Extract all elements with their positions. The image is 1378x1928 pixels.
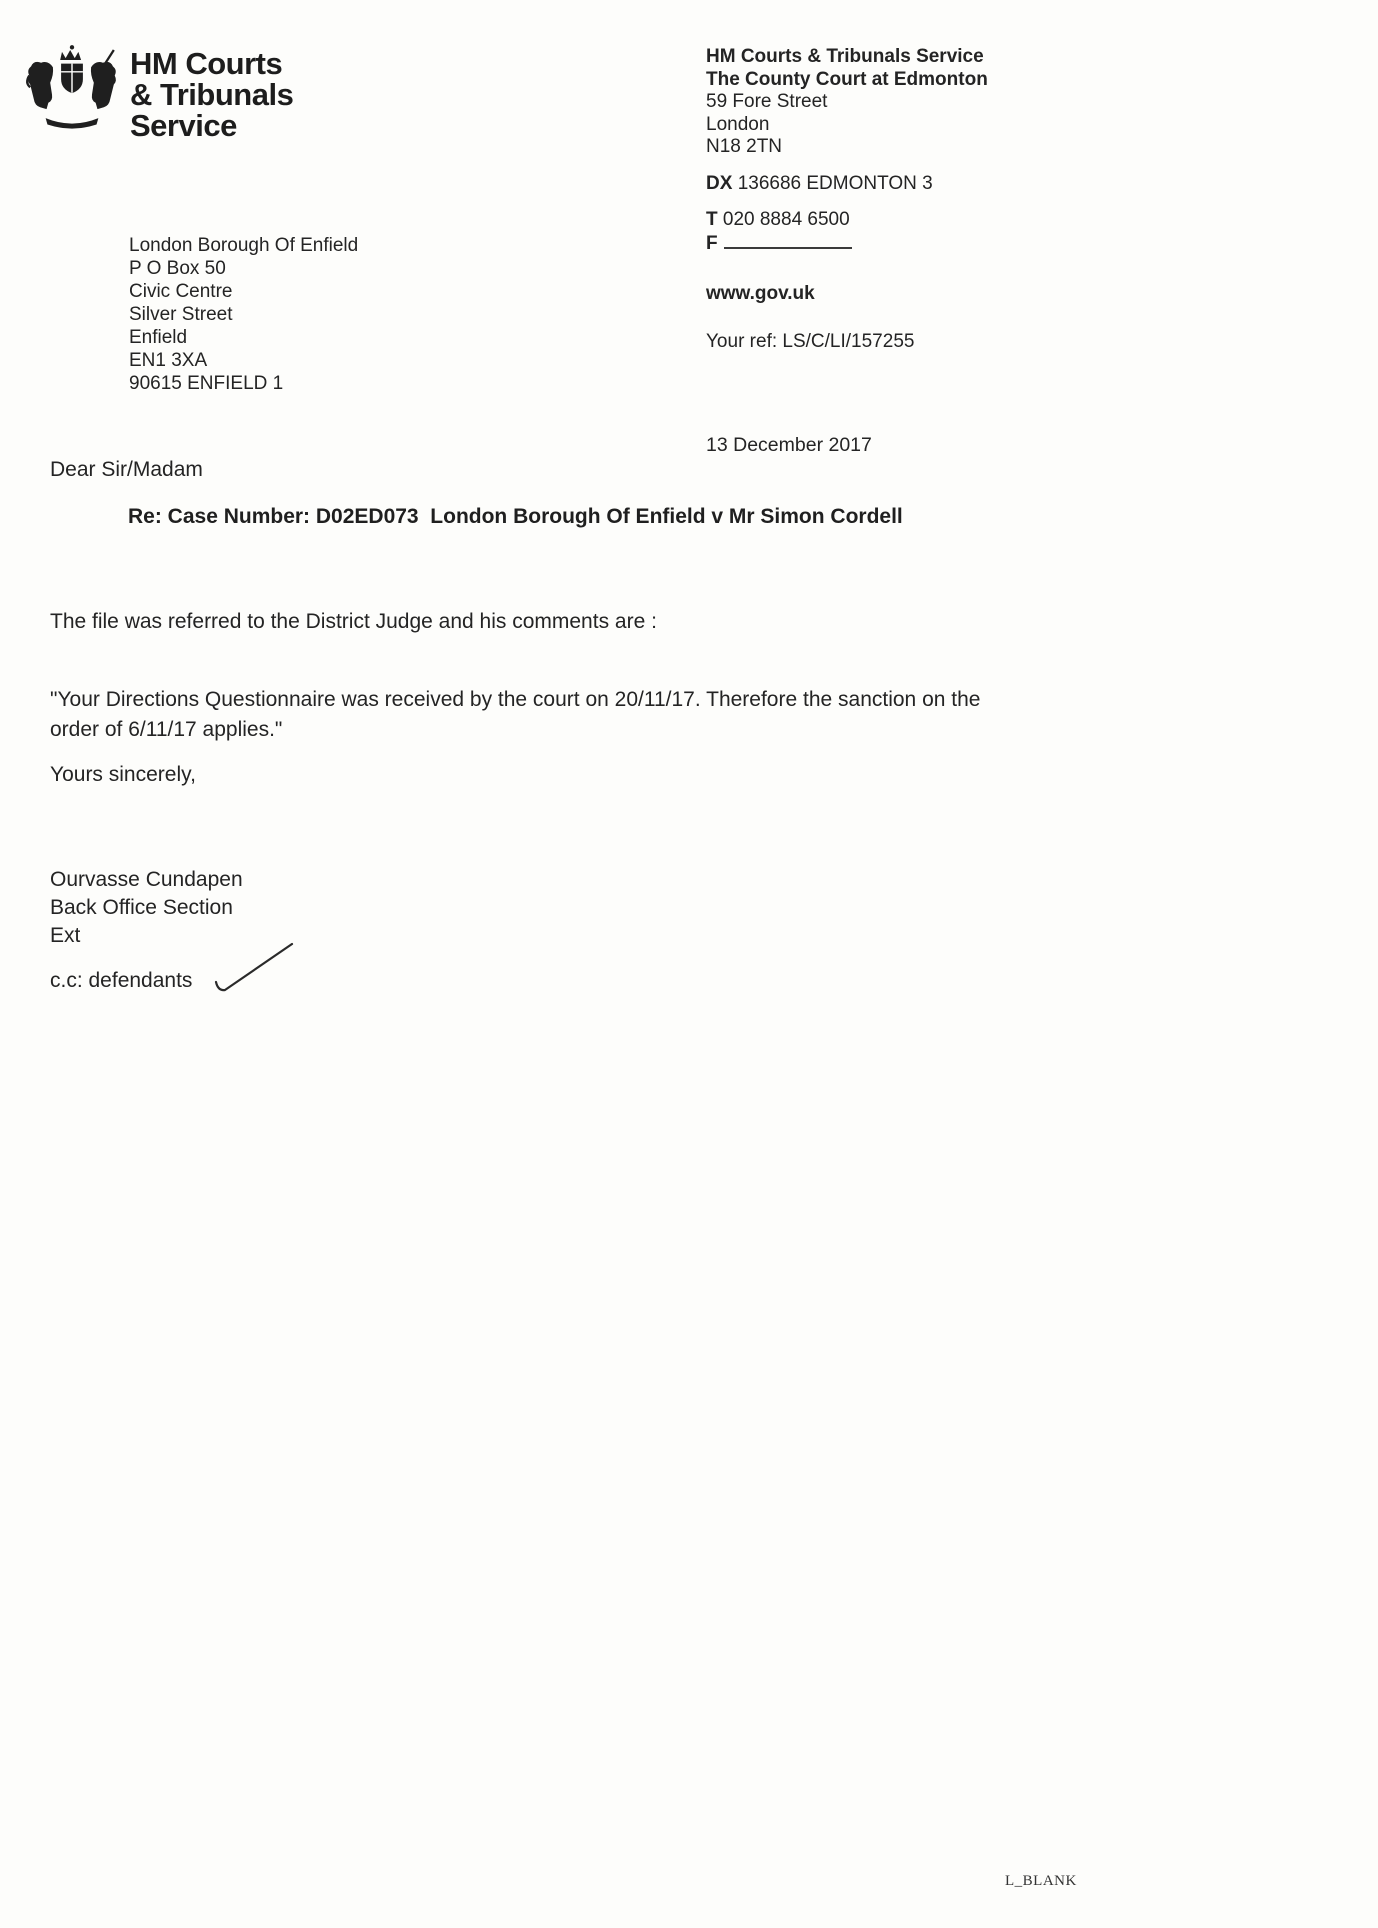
footer-document-code: L_BLANK — [1005, 1873, 1077, 1889]
recipient-line: Civic Centre — [129, 281, 233, 302]
logo-line-1: HM Courts — [130, 46, 283, 81]
court-city: London — [706, 113, 770, 135]
recipient-address-block — [129, 234, 358, 395]
recipient-line: London Borough Of Enfield — [129, 235, 359, 256]
closing-line: Yours sincerely, — [50, 763, 196, 786]
royal-crest-icon — [22, 40, 122, 140]
signatory-title: Back Office Section — [50, 896, 233, 919]
logo-line-3: Service — [130, 108, 237, 143]
cc-line: c.c: defendants — [50, 969, 193, 992]
logo-line-2: & Tribunals — [130, 77, 294, 112]
signature-block — [50, 866, 243, 950]
fax-label: F — [706, 232, 718, 254]
salutation: Dear Sir/Madam — [50, 458, 203, 481]
your-ref-value: LS/C/LI/157255 — [782, 330, 915, 352]
body-paragraph-2: "Your Directions Questionnaire was received by the court on 20/11/17. Therefore the sanction on the order of 6/11/17 applies." — [50, 688, 981, 741]
dx-value: 136686 EDMONTON 3 — [737, 172, 933, 194]
court-street: 59 Fore Street — [706, 91, 828, 112]
fax-blank-line — [724, 232, 852, 249]
letter-date: 13 December 2017 — [706, 434, 872, 456]
recipient-line: EN1 3XA — [129, 350, 208, 371]
court-name: The County Court at Edmonton — [706, 68, 988, 90]
hmcts-logo-text — [130, 48, 293, 141]
handwritten-checkmark — [212, 940, 297, 995]
telephone-value: 020 8884 6500 — [722, 209, 850, 230]
subject-line: Re: Case Number: D02ED073 London Borough Of Enfield v Mr Simon Cordell — [128, 505, 903, 528]
your-ref-line — [706, 331, 988, 354]
signatory-ext: Ext — [50, 924, 81, 947]
recipient-line: Enfield — [129, 327, 188, 348]
telephone-label: T — [706, 209, 718, 230]
telephone-line — [706, 209, 988, 232]
recipient-line: P O Box 50 — [129, 258, 226, 279]
court-address-block — [706, 46, 988, 353]
court-postcode: N18 2TN — [706, 136, 783, 157]
court-org: HM Courts & Tribunals Service — [706, 46, 984, 67]
fax-line — [706, 232, 988, 256]
dx-label: DX — [706, 172, 733, 194]
your-ref-label: Your ref: — [706, 330, 778, 352]
dx-line — [706, 173, 988, 196]
signatory-name: Ourvasse Cundapen — [50, 868, 243, 891]
recipient-line: Silver Street — [129, 304, 233, 325]
body-paragraph-1: The file was referred to the District Judge and his comments are : — [50, 610, 657, 633]
recipient-line: 90615 ENFIELD 1 — [129, 373, 284, 394]
website: www.gov.uk — [706, 283, 815, 304]
